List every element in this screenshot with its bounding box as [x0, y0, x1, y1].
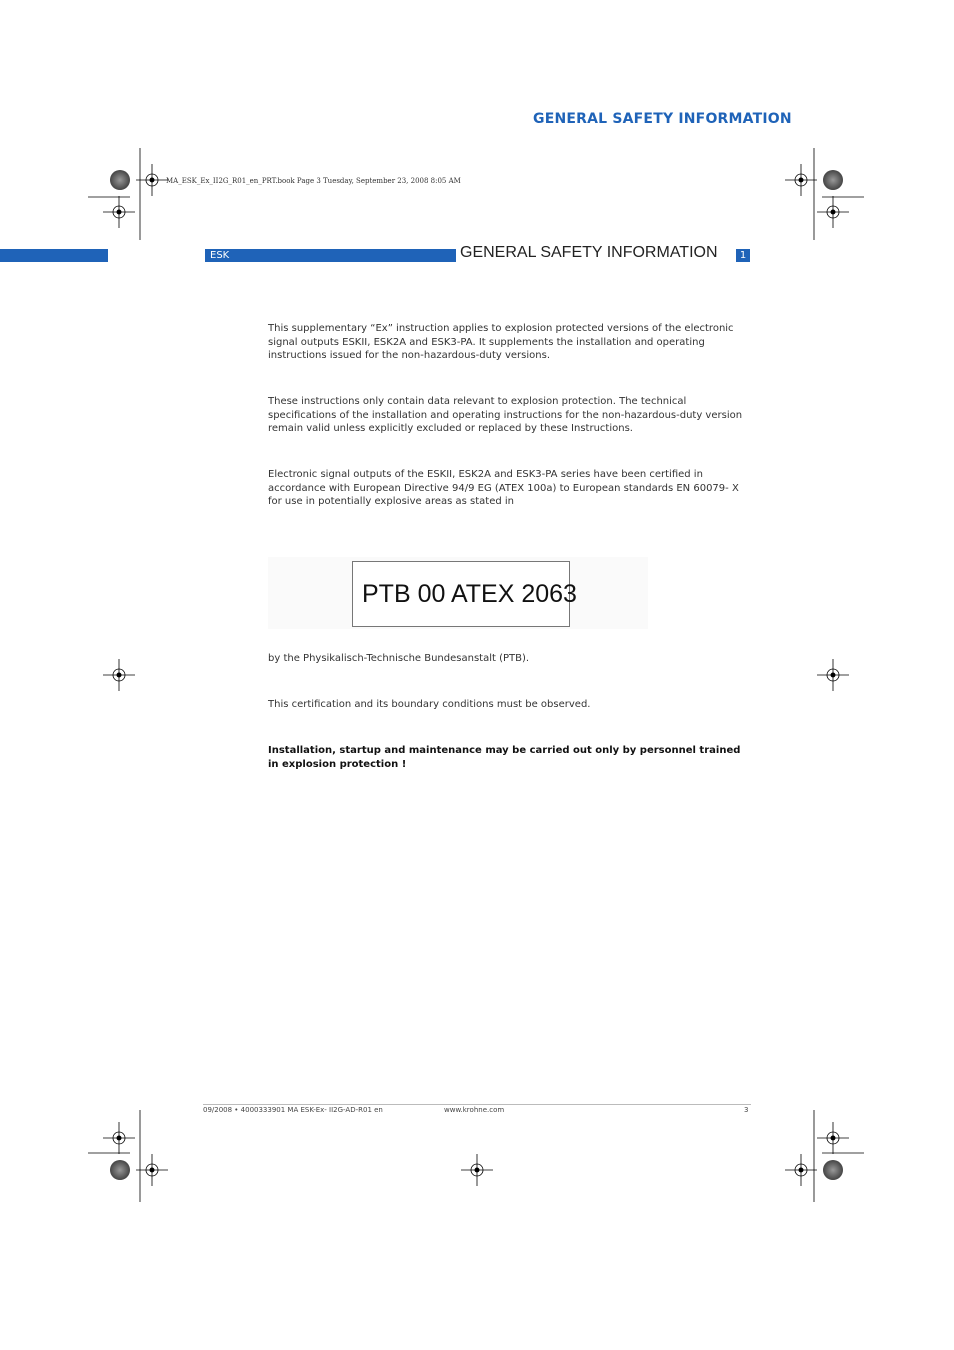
registration-mark-icon	[103, 659, 135, 691]
registration-mark-icon	[103, 196, 135, 228]
registration-mark-icon	[817, 196, 849, 228]
authority-paragraph: by the Physikalisch-Technische Bundesanstalt (PTB).	[268, 653, 530, 664]
warning-paragraph: Installation, startup and maintenance may be carried out only by personnel trained in explosion protection !	[268, 745, 741, 770]
conditions-paragraph: This certification and its boundary conditions must be observed.	[268, 699, 591, 710]
certification-paragraph: Electronic signal outputs of the ESKII, ESK2A and ESK3-PA series have been certified in accordance with European Directive 94/9 EG (ATEX 100a) to European standards EN 60079- X for use in potentially explosive areas as stated in	[268, 469, 739, 507]
chapter-number: 1	[736, 249, 750, 262]
color-dot-icon	[823, 1160, 843, 1180]
print-info: MA_ESK_Ex_II2G_R01_en_PRT.book Page 3 Tuesday, September 23, 2008 8:05 AM	[166, 177, 461, 185]
section-title: GENERAL SAFETY INFORMATION	[460, 244, 718, 261]
registration-mark-icon	[461, 1154, 493, 1186]
color-dot-icon	[110, 1160, 130, 1180]
registration-mark-icon	[817, 1122, 849, 1154]
footer-doc-ref: 09/2008 • 4000333901 MA ESK-Ex- II2G-AD-R01 en	[203, 1106, 383, 1114]
scope-paragraph: These instructions only contain data relevant to explosion protection. The technical specifications of the installation and operating instructions for the non-hazardous-duty version remain valid unless explicitly excluded or replaced by these Instructions.	[268, 396, 743, 434]
product-tag: ESK	[205, 249, 456, 262]
color-dot-icon	[823, 170, 843, 190]
registration-mark-icon	[785, 1154, 817, 1186]
registration-mark-icon	[103, 1122, 135, 1154]
color-dot-icon	[110, 170, 130, 190]
registration-mark-icon	[817, 659, 849, 691]
registration-mark-icon	[785, 164, 817, 196]
registration-mark-icon	[136, 1154, 168, 1186]
page-number: 3	[744, 1106, 749, 1114]
intro-paragraph: This supplementary “Ex” instruction applies to explosion protected versions of the electronic signal outputs ESKII, ESK2A and ESK3-PA. It supplements the installation and operating instructions issued for the non-hazardous-duty versions.	[268, 323, 734, 361]
registration-mark-icon	[136, 164, 168, 196]
footer-website[interactable]: www.krohne.com	[444, 1106, 505, 1114]
certificate-number: PTB 00 ATEX 2063	[352, 561, 570, 627]
footer-divider	[203, 1104, 751, 1105]
header-accent-bar	[0, 249, 108, 262]
running-header: GENERAL SAFETY INFORMATION	[533, 111, 792, 127]
